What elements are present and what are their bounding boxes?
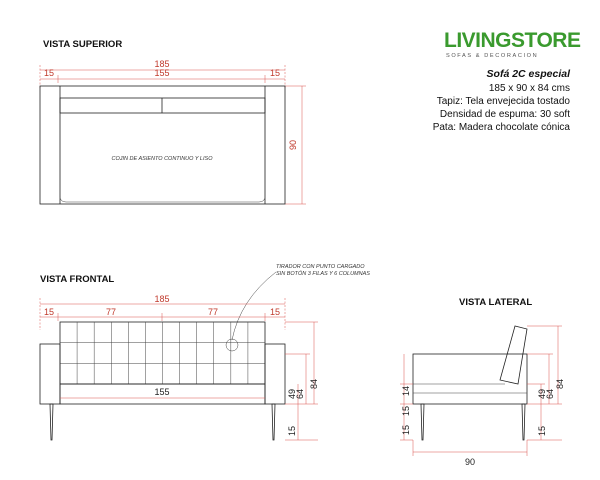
- top-view-note: COJIN DE ASIENTO CONTINUO Y LISO: [111, 156, 213, 162]
- top-seat-width: 155: [154, 68, 170, 78]
- side-view: [400, 297, 565, 467]
- front-arm-right-shape: [265, 344, 285, 404]
- front-arm-left: 15: [43, 307, 55, 317]
- top-arm-right: 15: [269, 68, 281, 78]
- side-total-height: 84: [555, 378, 565, 390]
- front-note-line2: SIN BOTÓN 3 FILAS Y 6 COLUMNAS: [276, 271, 370, 277]
- front-arm-right: 15: [269, 307, 281, 317]
- side-arm-profile: [413, 354, 527, 404]
- front-note-leader: [232, 272, 276, 340]
- front-view: [40, 264, 370, 440]
- top-sofa-outline: [40, 86, 285, 204]
- side-arm-height: 64: [545, 388, 555, 400]
- side-leg-right-height: 15: [537, 425, 547, 437]
- side-view-title: VISTA LATERAL: [459, 297, 533, 308]
- spec-dimensions: 185 x 90 x 84 cms: [488, 83, 570, 94]
- spec-legs: Pata: Madera chocolate cónica: [432, 122, 570, 133]
- front-total-height: 84: [309, 378, 319, 390]
- top-view: [40, 39, 306, 204]
- front-seat-width: 155: [154, 387, 170, 397]
- front-arm-left-shape: [40, 344, 60, 404]
- side-leg-left: [421, 404, 424, 440]
- side-depth: 90: [464, 457, 476, 467]
- front-leg-height: 15: [287, 425, 297, 437]
- brand-logo: [444, 29, 581, 59]
- top-view-title: VISTA SUPERIOR: [43, 39, 123, 50]
- brand-tagline: SOFAS & DECORACION: [446, 53, 539, 59]
- top-backrest: [60, 98, 265, 113]
- side-cushion-height: 14: [401, 385, 411, 397]
- spec-foam: Densidad de espuma: 30 soft: [439, 109, 570, 120]
- top-total-width: 185: [154, 59, 170, 69]
- side-backrest: [500, 326, 527, 384]
- top-arm-left: 15: [43, 68, 55, 78]
- front-seat-height: 49: [287, 388, 297, 400]
- brand-name: LIVINGSTORE: [444, 29, 581, 52]
- side-seat-height: 49: [537, 388, 547, 400]
- spec-block: [433, 68, 571, 133]
- front-note-callout: [226, 339, 238, 351]
- front-total-width: 185: [154, 294, 170, 304]
- front-note-line1: TIRADOR CON PUNTO CARGADO: [276, 264, 365, 270]
- top-depth: 90: [288, 139, 298, 151]
- front-leg-right: [272, 404, 275, 440]
- side-leg-left-height: 15: [401, 424, 411, 436]
- front-section-left: 77: [105, 307, 117, 317]
- side-base-height: 15: [401, 405, 411, 417]
- spec-title: Sofá 2C especial: [486, 68, 570, 80]
- spec-upholstery: Tapiz: Tela envejecida tostado: [436, 96, 570, 107]
- front-arm-height: 64: [295, 388, 305, 400]
- front-section-right: 77: [207, 307, 219, 317]
- side-leg-right: [522, 404, 525, 440]
- front-view-title: VISTA FRONTAL: [40, 274, 115, 285]
- front-leg-left: [50, 404, 53, 440]
